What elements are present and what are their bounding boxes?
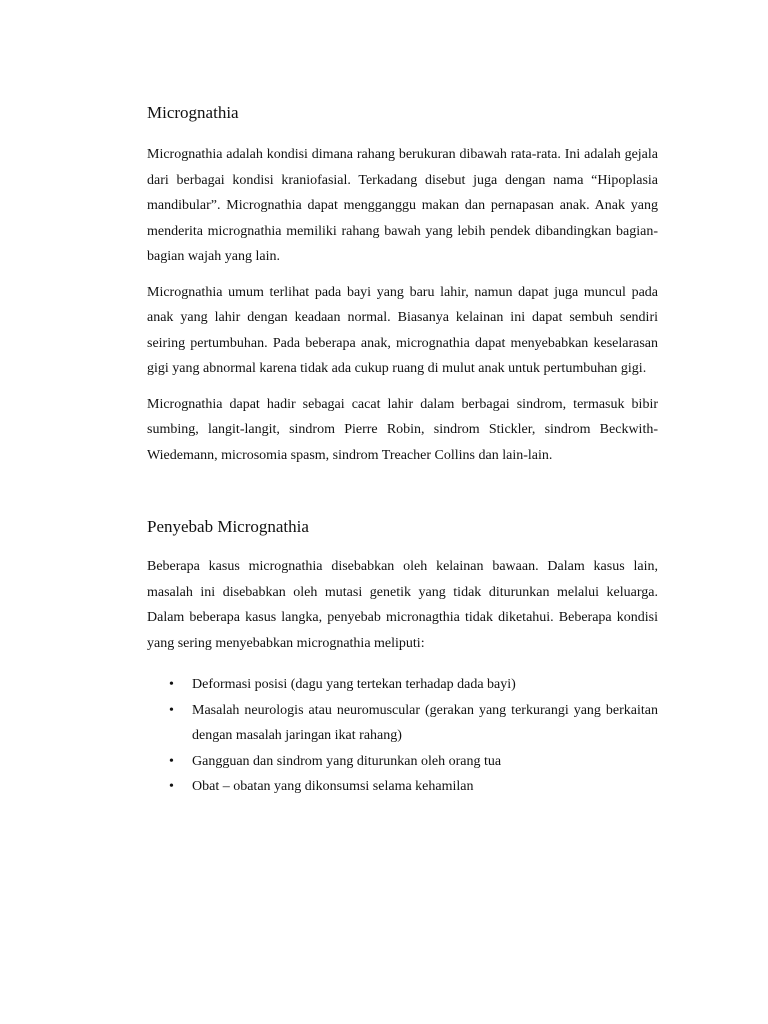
paragraph-2: Micrognathia umum terlihat pada bayi yang baru lahir, namun dapat juga muncul pada anak yang lahir dengan keadaan normal. Biasanya kelainan ini dapat sembuh sendiri seiring pertumbuhan. Pada beberapa anak, micrognathia dapat menyebabkan keselarasan gigi yang abnormal karena tidak ada cukup ruang di mulut anak untuk pertumbuhan gigi.	[147, 284, 658, 376]
section-micrognathia	[147, 100, 658, 468]
list-item	[147, 774, 658, 800]
section-penyebab	[147, 514, 658, 800]
paragraph-3: Micrognathia dapat hadir sebagai cacat lahir dalam berbagai sindrom, termasuk bibir sumbing, langit-langit, sindrom Pierre Robin, sindrom Stickler, sindrom Beckwith-Wiedemann, microsomia spasm, sindrom Treacher Collins dan lain-lain.	[147, 396, 658, 463]
list-item	[147, 698, 658, 749]
bullet-icon: •	[169, 779, 174, 794]
section-title-micrognathia: Micrognathia	[147, 103, 239, 122]
bullet-icon: •	[169, 702, 174, 718]
document-content	[147, 100, 658, 800]
paragraph-1: Micrognathia adalah kondisi dimana rahang berukuran dibawah rata-rata. Ini adalah gejala dari berbagai kondisi kraniofasial. Terkadang disebut juga dengan nama “Hipoplasia mandibular”. Micrognathia dapat mengganggu makan dan pernapasan anak. Anak yang menderita micrognathia memiliki rahang bawah yang lebih pendek dibandingkan bagian-bagian wajah yang lain.	[147, 147, 658, 264]
list-item	[147, 672, 658, 698]
bullet-icon: •	[169, 677, 174, 692]
list-item-text: Deformasi posisi (dagu yang tertekan terhadap dada bayi)	[192, 677, 516, 692]
causes-list	[147, 672, 658, 800]
list-item	[147, 749, 658, 775]
list-item-text: Obat – obatan yang dikonsumsi selama kehamilan	[192, 779, 474, 794]
list-item-text: Masalah neurologis atau neuromuscular (gerakan yang terkurangi yang berkaitan dengan masalah jaringan ikat rahang)	[192, 702, 658, 743]
bullet-icon: •	[169, 753, 174, 769]
paragraph-penyebab: Beberapa kasus micrognathia disebabkan oleh kelainan bawaan. Dalam kasus lain, masalah ini disebabkan oleh mutasi genetik yang tidak diturunkan melalui keluarga. Dalam beberapa kasus langka, penyebab micronagthia tidak diketahui. Beberapa kondisi yang sering menyebabkan micrognathia meliputi:	[147, 559, 658, 651]
section-title-penyebab: Penyebab Micrognathia	[147, 517, 309, 536]
list-item-text: Gangguan dan sindrom yang diturunkan oleh orang tua	[192, 753, 502, 769]
